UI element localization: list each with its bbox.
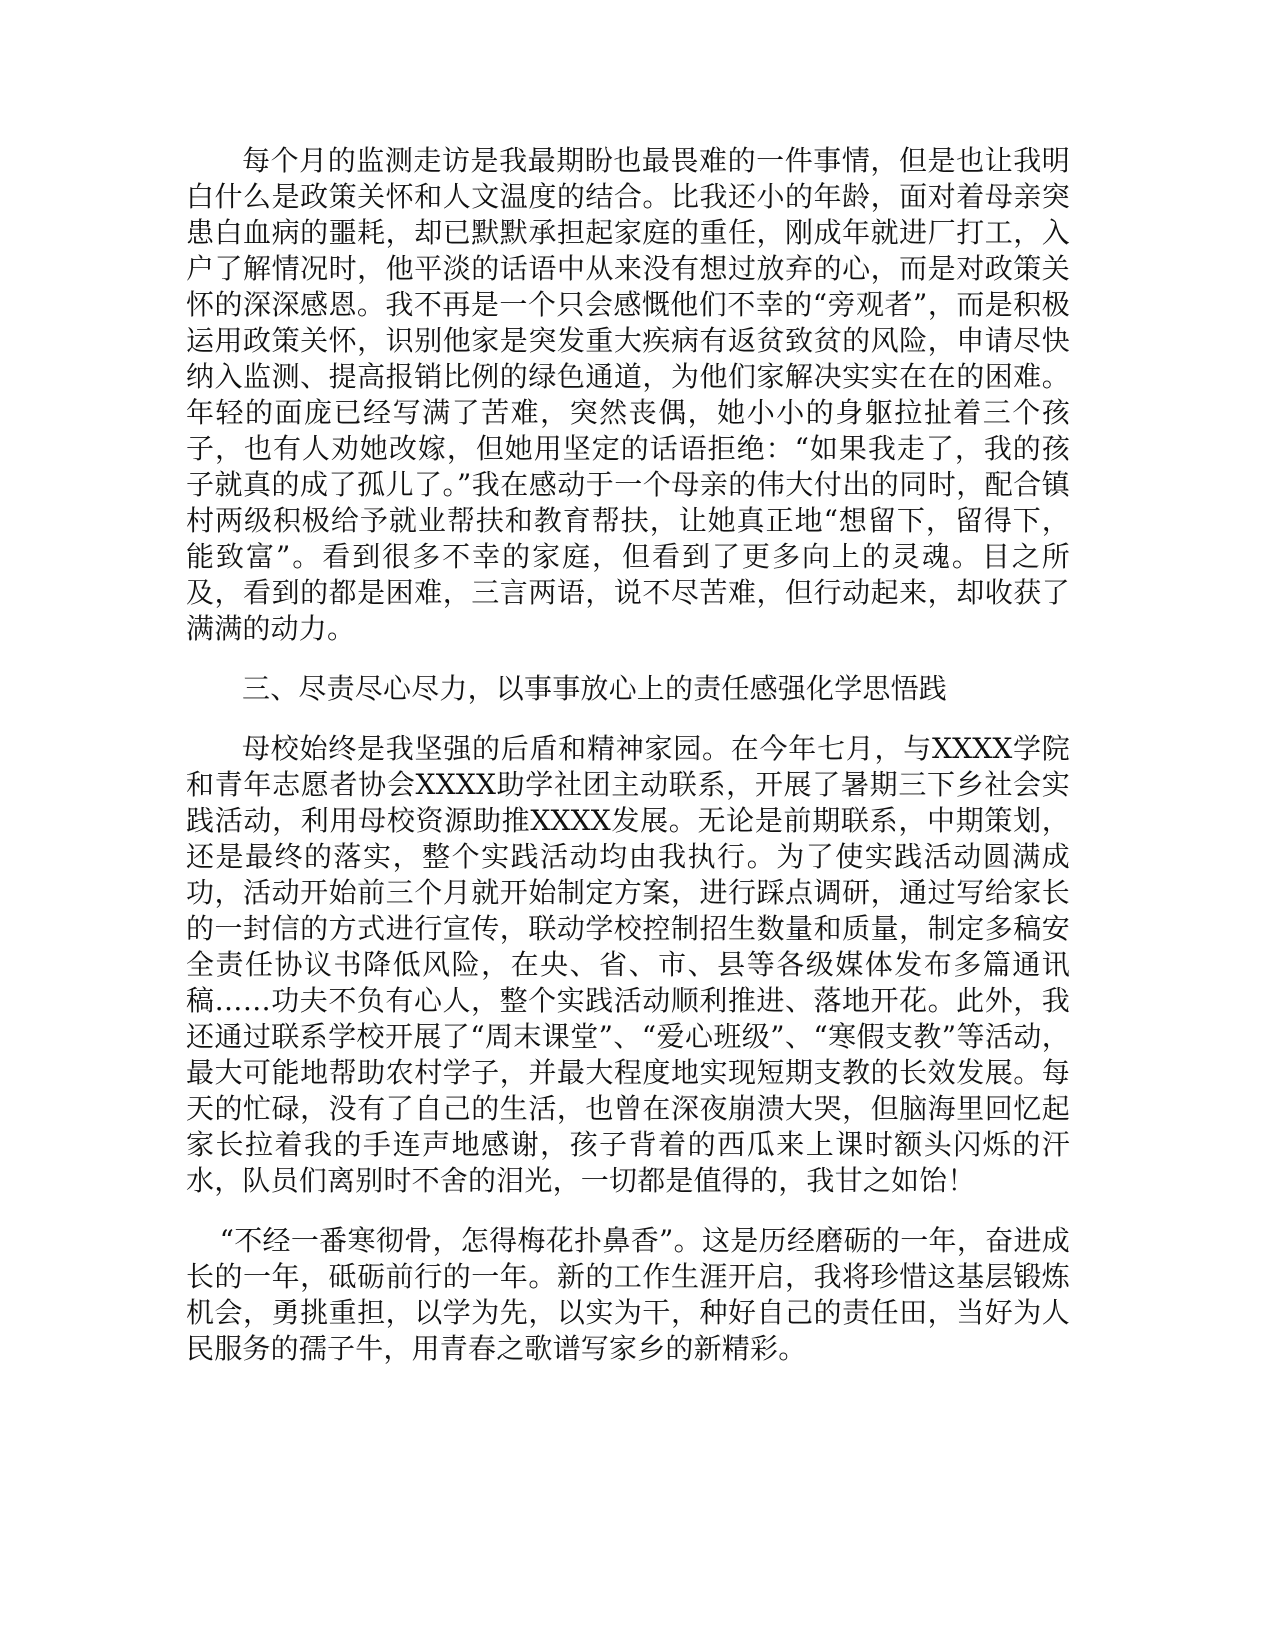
document-body [186,143,1070,1391]
paragraph-closing: “不经一番寒彻骨，怎得梅花扑鼻香”。这是历经磨砺的一年，奋进成长的一年，砥砺前行的一年。新的工作生涯开启，我将珍惜这基层锻炼机会，勇挑重担，以学为先，以实为干，种好自己的责任田，当好为人民服务的孺子牛，用青春之歌谱写家乡的新精彩。 [186,1224,1070,1365]
paragraph-monitoring-visits: 每个月的监测走访是我最期盼也最畏难的一件事情，但是也让我明白什么是政策关怀和人文温度的结合。比我还小的年龄，面对着母亲突患白血病的噩耗，却已默默承担起家庭的重任，刚成年就进厂打工，入户了解情况时，他平淡的话语中从来没有想过放弃的心，而是对政策关怀的深深感恩。我不再是一个只会感慨他们不幸的“旁观者”，而是积极运用政策关怀，识别他家是突发重大疾病有返贫致贫的风险，申请尽快纳入监测、提高报销比例的绿色通道，为他们家解决实实在在的困难。年轻的面庞已经写满了苦难，突然丧偶，她小小的身躯拉扯着三个孩子，也有人劝她改嫁，但她用坚定的话语拒绝：“如果我走了，我的孩子就真的成了孤儿了。”我在感动于一个母亲的伟大付出的同时，配合镇村两级积极给予就业帮扶和教育帮扶，让她真正地“想留下，留得下，能致富”。看到很多不幸的家庭，但看到了更多向上的灵魂。目之所及，看到的都是困难，三言两语，说不尽苦难，但行动起来，却收获了满满的动力。 [186,144,1070,645]
section-heading-three: 三、尽责尽心尽力，以事事放心上的责任感强化学思悟践 [242,672,948,705]
paragraph-alma-mater: 母校始终是我坚强的后盾和精神家园。在今年七月，与XXXX学院和青年志愿者协会XXXX助学社团主动联系，开展了暑期三下乡社会实践活动，利用母校资源助推XXXX发展。无论是前期联系，中期策划，还是最终的落实，整个实践活动均由我执行。为了使实践活动圆满成功，活动开始前三个月就开始制定方案，进行踩点调研，通过写给家长的一封信的方式进行宣传，联动学校控制招生数量和质量，制定多稿安全责任协议书降低风险，在央、省、市、县等各级媒体发布多篇通讯稿……功夫不负有心人，整个实践活动顺利推进、落地开花。此外，我还通过联系学校开展了“周末课堂”、“爱心班级”、“寒假支教”等活动，最大可能地帮助农村学子，并最大程度地实现短期支教的长效发展。每天的忙碌，没有了自己的生活，也曾在深夜崩溃大哭，但脑海里回忆起家长拉着我的手连声地感谢，孩子背着的西瓜来上课时额头闪烁的汗水，队员们离别时不舍的泪光，一切都是值得的，我甘之如饴！ [186,732,1070,1197]
